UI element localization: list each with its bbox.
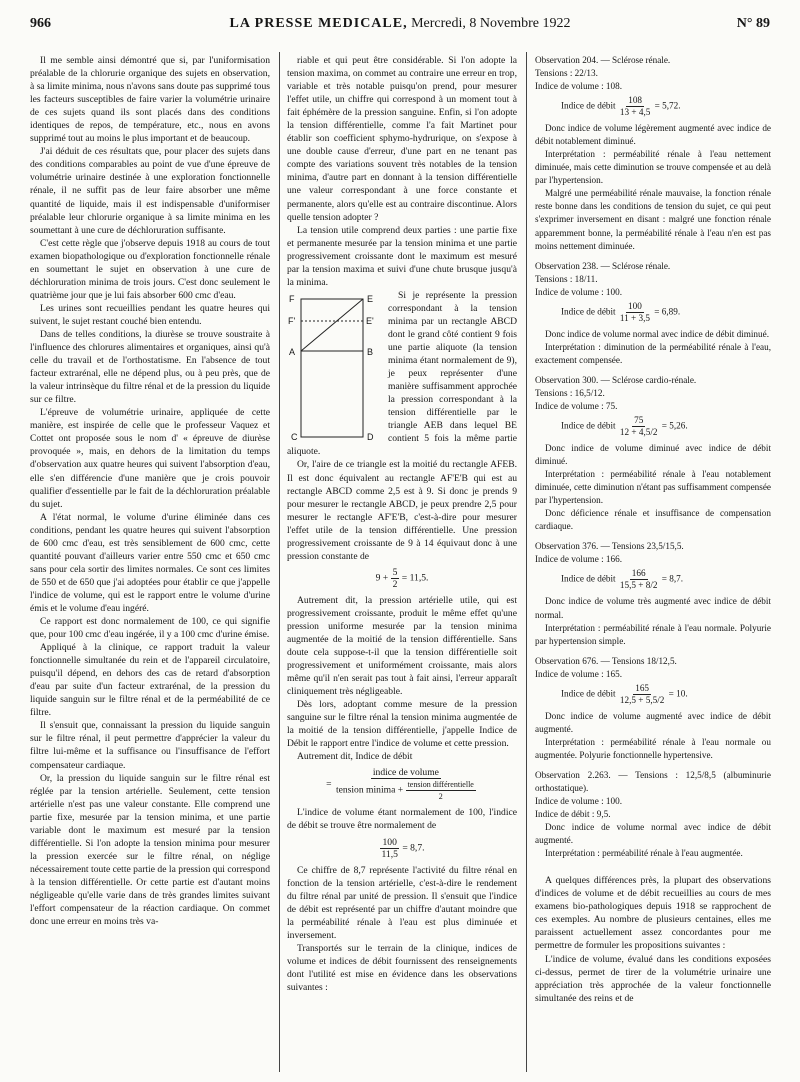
paragraph: Interprétation : perméabilité rénale à l'eau augmentée.	[545, 848, 743, 859]
issue-number: N° 89	[736, 16, 770, 31]
label-e: E	[367, 293, 374, 304]
fraction	[618, 568, 660, 591]
label-b: B	[367, 346, 374, 357]
denominator: 11,5	[381, 848, 398, 860]
paragraph: Interprétation : diminution de la perméabilité rénale à l'eau, exactement compensée.	[535, 341, 771, 365]
den-lead: tension minima +	[335, 785, 404, 797]
paragraph: Donc indice de volume légèrement augmenté avec indice de débit notablement diminué.	[535, 123, 771, 147]
observation-block	[535, 769, 771, 860]
eq-result: = 11,5.	[401, 572, 429, 584]
observation-debit	[561, 415, 771, 438]
numerator: 108	[628, 95, 642, 106]
eq-lead: 9 +	[375, 572, 389, 584]
paragraph: La tension utile comprend deux parties : une partie fixe et permanente mesurée par la tension minima et une partie progressivement croissante dont le maximum est mesuré par la tension maxima et suivi d'une chute brusque jusqu'à la minima.	[287, 224, 517, 288]
paragraph: Il s'ensuit que, connaissant la pression du liquide sanguin sur le filtre rénal, il peut permettre d'apprécier la valeur du filtre lui-même et la suffisance ou l'insuffisance de l'effort compensateur cardiaque.	[30, 720, 270, 771]
label-c: C	[291, 431, 298, 442]
paragraph: L'épreuve de volumétrie urinaire, appliquée de cette manière, est inspirée de celle que le professeur Vaquez et Cottet ont proposée sous le nom d' « épreuve de diurèse provoquée », mais, en dehors de la limitation du temps d'observation aux quatre heures qui suivent l'absorption d'eau, elle s'en différencie d'une manière que je crois pouvoir qualifier d'essentielle par le fait de la déchloruration préalable du sujet.	[30, 407, 270, 510]
denominator: 13 + 4,5	[619, 107, 651, 118]
paragraph: Les urines sont recueillies pendant les quatre heures qui suivent, le sujet restant couché bien entendu.	[30, 302, 270, 327]
observation-block	[535, 260, 771, 367]
numerator: 100	[382, 836, 397, 848]
paragraph: Interprétation : perméabilité rénale à l'eau nettement diminuée, mais cette diminution se trouve compensée et au delà par l'hypertension.	[535, 149, 771, 186]
page-number: 966	[30, 16, 51, 31]
debit-result: = 5,26.	[661, 420, 688, 431]
a-e-diagonal	[301, 299, 363, 351]
observation-title: Observation 676. — Tensions 18/12,5.	[535, 655, 677, 666]
column-2	[287, 54, 517, 994]
denominator	[334, 779, 478, 802]
denominator: 12 + 4,5/2	[619, 427, 658, 438]
inner-fraction	[406, 779, 476, 802]
observation-volume: Indice de volume : 166.	[535, 554, 623, 565]
fraction	[391, 567, 400, 590]
paragraph: C'est cette règle que j'observe depuis 1918 au cours de tout examen biopathologique ou d'exploration fonctionnelle rénale en soumettant le sujet en observation à une cure de déchloruration minima de trois jours. C'est donc seulement le quatrième jour que je lui fais absorber 600 cmc d'eau.	[30, 237, 270, 301]
paragraph: Donc indice de volume normal avec indice de débit diminué.	[545, 328, 769, 339]
paragraph: Dès lors, adoptant comme mesure de la pression sanguine sur le filtre rénal la tension minima augmentée de la moitié de la tension différentielle, j'appelle Indice de Débit le rapport entre l'indice de volume et cette pression.	[287, 699, 517, 750]
paragraph: Autrement dit, Indice de débit	[297, 751, 413, 763]
observation-title: Observation 300. — Sclérose cardio-rénale.	[535, 374, 697, 385]
observation-volume: Indice de volume : 108.	[535, 81, 623, 92]
fraction	[618, 415, 660, 438]
figure-drawing	[287, 291, 382, 443]
fraction	[379, 837, 399, 860]
debit-result: = 5,72.	[654, 100, 681, 111]
observation-volume: Indice de volume : 75.	[535, 400, 618, 411]
numerator: 166	[631, 568, 646, 579]
denominator: 15,5 + 8/2	[619, 580, 658, 591]
journal-name: LA PRESSE MEDICALE,	[229, 16, 408, 31]
paragraph: Appliqué à la clinique, ce rapport traduit la valeur fonctionnelle simultanée du rein et de l'appareil circulatoire, puisqu'il dépend, en dehors des cas de retard d'absorption d'eau par suite d'un facteur extrarénal, de la pression du liquide sanguin sur le filtre rénal et de la perméabilité de ce filtre.	[30, 642, 270, 719]
observation-debit	[561, 683, 771, 706]
observation-debit: Indice de débit : 9,5.	[535, 809, 611, 820]
paragraph: Interprétation : perméabilité rénale à l'eau notablement diminuée, cette diminution n'étant pas suffisamment compensée par l'hypertension.	[535, 469, 771, 506]
paragraph: Donc indice de volume normal avec indice de débit augmenté.	[535, 822, 771, 846]
denominator: 2	[392, 578, 398, 590]
numerator: 165	[635, 682, 650, 693]
paragraph: Donc indice de volume très augmenté avec indice de débit normal.	[535, 596, 771, 620]
column-1	[30, 54, 270, 928]
paragraph: Autrement dit, la pression artérielle utile, qui est progressivement croissante, produit le même effet qu'une pression uniforme mesurée par la tension minima augmentée de la moitié de la tension différentielle. Sans doute cela suppose-t-il que la tension différentielle soit progressivement et uniformément croissante, mais alors même qu'il n'en serait pas tout à fait ainsi, l'erreur apparaît cliniquement très négligeable.	[287, 594, 517, 698]
paragraph: Ce rapport est donc normalement de 100, ce qui signifie que, pour 100 cmc d'eau ingérée, il y a 100 cmc d'urine émise.	[30, 616, 270, 641]
inner-numerator: tension différentielle	[407, 780, 474, 790]
page-header	[30, 16, 770, 40]
debit-label: Indice de débit	[561, 574, 616, 585]
label-d: D	[367, 431, 374, 442]
paragraph: Or, l'aire de ce triangle est la moitié du rectangle AFEB. Il est donc équivalent au rectangle AF'E'B qui est au rectangle ABCD comme 2,5 est à 9. Si donc je prends 9 pour mesurer le rectangle ABCD, je peux prendre 2,5 pour mesurer le rectangle AF'E'B, c'est-à-dire pour mesurer l'effet utile de la tension différentielle. Une pression progressivement croissante de 9 à 14 équivaut donc à une pression constante de	[287, 459, 517, 562]
observation-title: Observation 376. — Tensions 23,5/15,5.	[535, 541, 684, 552]
paragraph: Interprétation : perméabilité rénale à l'eau normale ou augmentée. Polyurie fonctionnelle hypertensive.	[535, 736, 771, 760]
observation-block	[535, 655, 771, 762]
issue-date: Mercredi, 8 Novembre 1922	[411, 16, 571, 31]
label-f: F	[289, 293, 295, 304]
equation-2: = indice de volume tension minima + $\frac{\text{tension différentielle}}{2}$	[287, 767, 517, 802]
paragraph: Donc déficience rénale et insuffisance de compensation cardiaque.	[535, 508, 771, 532]
observation-title: Observation 204. — Sclérose rénale.	[535, 55, 671, 65]
observation-block	[535, 54, 771, 253]
paragraph: Transportés sur le terrain de la clinique, indices de volume et indices de débit fournissent des renseignements dont l'utilité est mise en évidence dans les observations suivantes :	[287, 942, 517, 993]
debit-label: Indice de débit	[561, 100, 616, 111]
inner-denominator: 2	[438, 792, 443, 802]
observation-tension: Tensions : 16,5/12.	[535, 387, 605, 398]
paragraph: A l'état normal, le volume d'urine éliminée dans ces conditions, pendant les quatre heures qui suivent l'absorption de 600 cmc d'eau, est très sensiblement de 600 cmc, cette quantité pouvant d'ailleurs varier entre 550 cmc et 650 cmc sans pour cela sortir des limites normales. Ce sont ces limites de 550 et de 650 que j'ai adoptées pour établir ce que j'appelle l'indice de volume, qui est le rapport entre le volume d'urine émis et le volume d'eau ingéré.	[30, 511, 270, 614]
observations-list	[535, 54, 771, 867]
paragraph: Malgré une perméabilité rénale mauvaise, la fonction rénale reste bonne dans les conditions de tension du sujet, ce qui peut s'exprimer inversement en disant : malgré une fonction rénale apparemment bonne, la perméabilité rénale à l'eau n'en est pas moins nettement diminuée.	[535, 188, 771, 251]
fraction	[618, 95, 652, 118]
observation-tension: Tensions : 22/13.	[535, 68, 598, 79]
label-e-prime: E'	[366, 315, 374, 326]
debit-result: = 10.	[668, 688, 688, 699]
column-3	[535, 54, 771, 1005]
eq-result: = 8,7.	[402, 842, 425, 854]
label-a: A	[289, 346, 296, 357]
debit-result: = 8,7.	[661, 574, 684, 585]
paragraph: Interprétation : perméabilité rénale à l'eau normale. Polyurie par hypertension simple.	[535, 622, 771, 646]
numerator: indice de volume	[372, 767, 439, 779]
equation-3	[287, 837, 517, 860]
observation-block	[535, 374, 771, 533]
observation-debit	[561, 301, 771, 324]
paragraph: Il me semble ainsi démontré que si, par l'uniformisation préalable de la chlorurie organique des sujets en observation, à sa limite minima, nous n'avons sans doute pas supprimé tous les facteurs susceptibles de faire varier la volumétrie urinaire de ces sujets quand ils sont placés dans des conditions identiques de repos, de température, etc., nous en avons supprimé tout au moins le plus important et de beaucoup.	[30, 55, 270, 145]
fraction	[618, 683, 666, 706]
column-rule	[526, 52, 527, 1072]
observation-debit	[561, 568, 771, 591]
paragraph: Donc indice de volume diminué avec indice de débit diminué.	[535, 443, 771, 467]
numerator: 100	[628, 300, 642, 311]
debit-label: Indice de débit	[561, 420, 616, 431]
paragraph: L'indice de volume étant normalement de 100, l'indice de débit se trouve être normalement de	[287, 807, 517, 832]
observation-volume: Indice de volume : 100.	[535, 796, 623, 807]
outer-rect	[301, 299, 363, 437]
observation-title: Observation 2.263. — Tensions : 12,5/8,5 (albuminurie orthostatique).	[535, 769, 771, 793]
equation-1	[287, 567, 517, 590]
fraction	[334, 767, 478, 802]
observation-volume: Indice de volume : 165.	[535, 668, 623, 679]
observation-title: Observation 238. — Sclérose rénale.	[535, 260, 671, 271]
paragraph: Ce chiffre de 8,7 représente l'activité du filtre rénal en fonction de la tension artérielle, c'est-à-dire le rendement du filtre rénal par unité de pression. Il s'ensuit que l'indice de débit est représenté par un chiffre d'autant moindre que la perméabilité rénale à l'eau est plus diminuée et inversement.	[287, 864, 517, 941]
paragraph: A quelques différences près, la plupart des observations d'indices de volume et de débit recueillies au cours de mes examens bio-pathologiques depuis 1918 se rapprochent de ces exemples. Au nombre de plusieurs centaines, elles me paraissent actuellement assez concordantes pour me permettre de formuler les propositions suivantes :	[535, 875, 771, 952]
paragraph: riable et qui peut être considérable. Si l'on adopte la tension maxima, on commet au contraire une erreur en trop, variable et très notable puisqu'on prend, pour mesurer l'effet utile, un chiffre qui correspond à un moment tout à fait éphémère de la pression sanguine. Enfin, si l'on adopte la tension différentielle, comme l'a fait Martinet pour établir son coefficient sphymo-hydrurique, on s'expose à une double cause d'erreur, d'une part en ne tenant pas compte des variations souvent très notables de la tension minima, d'autre part en donnant à la tension différentielle une valeur correspondant à une force constante et permanente, alors qu'elle est au contraire discontinue. Alors quelle tension adopter ?	[287, 55, 517, 223]
denominator: 12,5 + 5,5/2	[619, 694, 665, 705]
paragraph: J'ai déduit de ces résultats que, pour placer des sujets dans des conditions comparables au point de vue d'une épreuve de volumétrie urinaire destinée à une exploration fonctionnelle rénale, il ne suffit pas de leur faire absorber une même quantité de liquide, mais il est indispensable d'uniformiser préalable leur chlorurie organique à sa limite minima en les soumettant à une cure de déchloruration suffisante.	[30, 146, 270, 236]
denominator: 11 + 3,5	[619, 312, 650, 323]
column-rule	[279, 52, 280, 1072]
paragraph: Or, la pression du liquide sanguin sur le filtre rénal est réglée par la tension artérielle. Seulement, cette tension artérielle n'est pas une valeur constante. Elle comprend une partie fixe, mesurée par la tension minima, et une partie variable dont le maximum est mesuré par la tension différentielle. Si l'on adopte la tension minima pour mesurer la pression exercée sur le filtre rénal, on néglige nécessairement toute cette partie de la pression qui correspond à la tension différentielle. Or cette partie est d'autant moins négligeable qu'elle varie dans de très grandes limites suivant l'effort compensateur de la réaction cardiaque. On commet donc une erreur en moins très va-	[30, 772, 270, 928]
paragraph: Donc indice de volume augmenté avec indice de débit augmenté.	[535, 710, 771, 734]
journal-title	[30, 16, 770, 32]
rectangle-figure	[287, 291, 382, 443]
paragraph: Dans de telles conditions, la diurèse se trouve soustraite à l'influence des chlorures alimentaires et organiques, ainsi qu'à celle du travail et de l'orthostatisme. En l'absence de tout facteur extrarénal, elle ne dépend plus, ou à peu près, que de la valeur intrinsèque du filtre rénal et de la pression du liquide sur ce filtre.	[30, 328, 270, 406]
numerator: 5	[392, 566, 398, 578]
numerator: 75	[634, 415, 644, 426]
debit-result: = 6,89.	[654, 306, 681, 317]
paragraph: Si je représente la pression correspondant à la tension minima par un rectangle ABCD dont le grand côté contient 9 fois une partie aliquote (la tension minima étant normalement de 9), je peux représenter d'une manière suffisamment approchée la pression correspondant à la tension différentielle par le triangle AEB dans lequel BE contient 5 fois la même partie aliquote.	[287, 289, 517, 458]
paragraph: L'indice de volume, évalué dans les conditions exposées ci-dessus, permet de tirer de la volumétrie urinaire une appréciation très approchée de la valeur fonctionnelle simultanée des reins et de	[535, 953, 771, 1004]
observation-block	[535, 540, 771, 647]
debit-label: Indice de débit	[561, 306, 616, 317]
observation-debit	[561, 95, 771, 118]
debit-label: Indice de débit	[561, 688, 616, 699]
label-f-prime: F'	[288, 315, 296, 326]
fraction	[618, 301, 652, 324]
observation-volume: Indice de volume : 100.	[535, 286, 623, 297]
observation-tension: Tensions : 18/11.	[535, 273, 598, 284]
